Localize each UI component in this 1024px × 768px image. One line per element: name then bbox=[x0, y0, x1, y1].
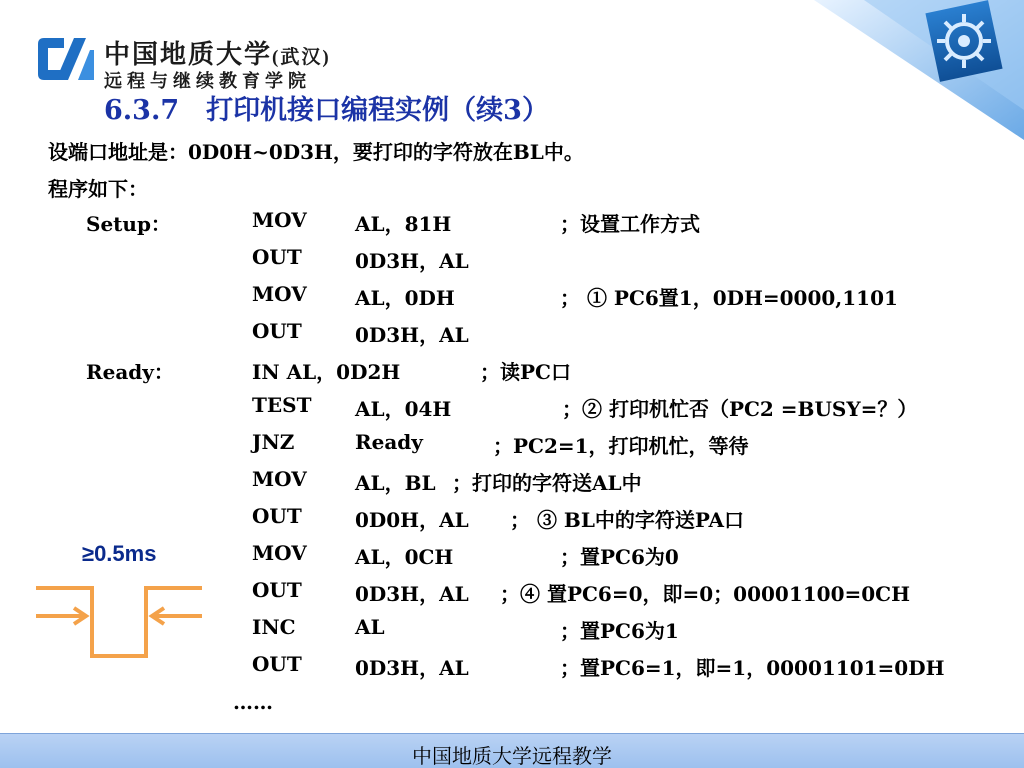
intro-text-2: 程序如下： bbox=[48, 177, 148, 201]
code-args: 0D3H，AL bbox=[355, 656, 469, 680]
university-name-text: 中国地质大学 bbox=[104, 40, 273, 69]
code-line-9 bbox=[0, 504, 1024, 534]
code-op: OUT bbox=[252, 652, 302, 676]
code-op: INC bbox=[252, 615, 296, 639]
code-comment: ；置PC6为0 bbox=[560, 545, 679, 569]
campus-text: (武汉) bbox=[272, 47, 331, 68]
code-label: Setup： bbox=[86, 212, 171, 236]
code-args: 0D3H，AL bbox=[355, 323, 469, 347]
code-line-4 bbox=[0, 319, 1024, 349]
gear-emblem-icon bbox=[794, 0, 1024, 140]
code-args: AL，0CH bbox=[355, 545, 454, 569]
code-op: JNZ bbox=[252, 430, 295, 454]
code-line-2 bbox=[0, 245, 1024, 275]
code-label: Ready： bbox=[86, 360, 174, 384]
strobe-waveform bbox=[36, 588, 202, 656]
code-line-5 bbox=[0, 356, 1024, 386]
intro-text-1: 设端口地址是：0D0H~0D3H，要打印的字符放在BL中。 bbox=[48, 140, 584, 164]
code-args: AL，BL bbox=[355, 471, 436, 495]
code-comment: ；打印的字符送AL中 bbox=[452, 471, 642, 495]
code-comment: ；置PC6=1，即=1，00001101=0DH bbox=[560, 656, 945, 680]
code-op: MOV bbox=[252, 541, 307, 565]
code-comment: ；② 打印机忙否（PC2 =BUSY=？） bbox=[562, 397, 918, 421]
code-line-3 bbox=[0, 282, 1024, 312]
code-args: Ready bbox=[355, 430, 423, 454]
slide-title: 6.3.7 打印机接口编程实例（续3） bbox=[104, 95, 549, 126]
code-args: AL，0DH bbox=[355, 286, 455, 310]
code-op: OUT bbox=[252, 245, 302, 269]
code-line-8 bbox=[0, 467, 1024, 497]
footer-text: 中国地质大学远程教学 bbox=[412, 744, 612, 768]
code-op: OUT bbox=[252, 578, 302, 602]
cug-logo-icon bbox=[34, 34, 96, 84]
code-comment: ；PC2=1，打印机忙，等待 bbox=[493, 434, 749, 458]
code-op: MOV bbox=[252, 208, 307, 232]
code-ellipsis: …… bbox=[233, 690, 273, 714]
footer-bar bbox=[0, 733, 1024, 768]
code-args: AL，04H bbox=[355, 397, 452, 421]
code-line-6 bbox=[0, 393, 1024, 423]
university-name bbox=[104, 34, 331, 71]
code-comment: ；④ 置PC6=0，即=0；00001100=0CH bbox=[500, 582, 910, 606]
pulse-width-label: ≥0.5ms bbox=[82, 541, 157, 566]
code-line-7 bbox=[0, 430, 1024, 460]
code-op: IN AL，0D2H bbox=[252, 360, 401, 384]
code-op: OUT bbox=[252, 504, 302, 528]
code-op: MOV bbox=[252, 467, 307, 491]
code-args: 0D0H，AL bbox=[355, 508, 469, 532]
code-comment: ；读PC口 bbox=[480, 360, 571, 384]
school-name: 远程与继续教育学院 bbox=[104, 71, 311, 91]
code-comment: ；置PC6为1 bbox=[560, 619, 679, 643]
code-line-1 bbox=[0, 208, 1024, 238]
code-op: OUT bbox=[252, 319, 302, 343]
code-comment: ； ③ BL中的字符送PA口 bbox=[510, 508, 744, 532]
code-comment: ； ① PC6置1，0DH=0000,1101 bbox=[560, 286, 898, 310]
code-op: MOV bbox=[252, 282, 307, 306]
code-op: TEST bbox=[252, 393, 312, 417]
code-args: 0D3H，AL bbox=[355, 582, 469, 606]
code-comment: ；设置工作方式 bbox=[560, 212, 700, 236]
code-args: 0D3H，AL bbox=[355, 249, 469, 273]
code-args: AL bbox=[355, 615, 385, 639]
strobe-pulse-diagram bbox=[30, 570, 210, 670]
code-args: AL，81H bbox=[355, 212, 452, 236]
